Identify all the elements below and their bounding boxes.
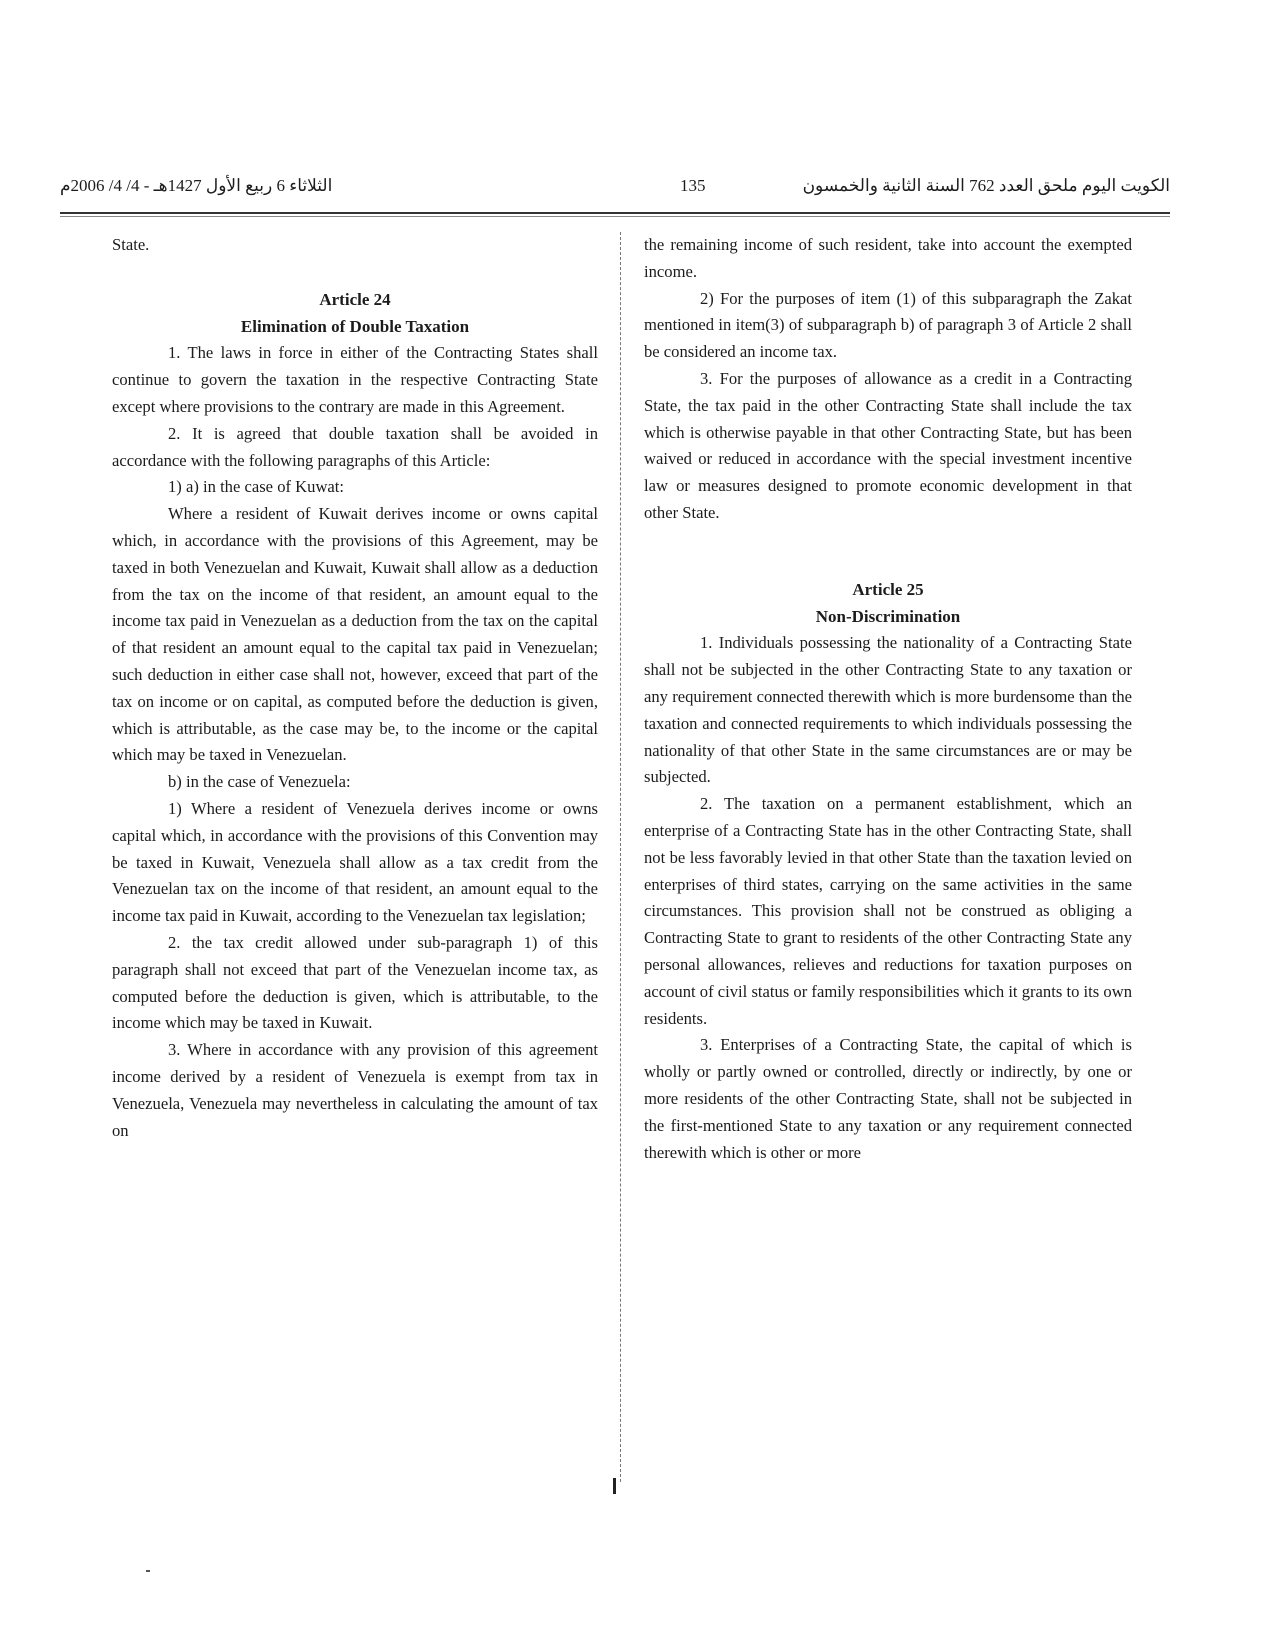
paragraph: 2. It is agreed that double taxation shall be avoided in accordance with the following paragraphs of this Article: [112,423,598,470]
article-25-subtitle: Non-Discrimination [815,606,961,626]
header-rule [60,212,1170,214]
paragraph: the remaining income of such resident, take into account the exempted income. [644,235,1132,281]
column-divider [620,232,621,1482]
paragraph: 1) a) in the case of Kuwat: [168,477,345,497]
paragraph: 2. The taxation on a permanent establishment, which an enterprise of a Contracting State has in the other Contracting State, shall not be less favorably levied in that other State than the taxation levied on enterprises of third states, carrying on the same activities in the same circumstances. This provision shall not be construed as obliging a Contracting State to grant to residents of the other Contracting State any personal allowances, relieves and reductions for taxation purposes on account of civil status or family responsibilities which it grants to its own residents. [644,794,1132,1028]
paragraph: 1) Where a resident of Venezuela derives income or owns capital which, in accordance with the provisions of this Convention may be taxed in Kuwait, Venezuela shall allow as a tax credit from the Venezuelan tax on the income of that resident, an amount equal to the income tax paid in Kuwait, according to the Venezuelan tax legislation; [112,798,598,926]
paragraph: 2. the tax credit allowed under sub-paragraph 1) of this paragraph shall not exceed that part of the Venezuelan income tax, as computed before the deduction is given, which is attributable, to the income which may be taxed in Kuwait. [112,932,598,1033]
paragraph: 3. Enterprises of a Contracting State, the capital of which is wholly or partly owned or controlled, directly or indirectly, by one or more residents of the other Contracting State, shall not be subjected in the first-mentioned State to any taxation or any requirement connected therewith which is other or more [644,1035,1132,1162]
paragraph: State. [112,235,150,254]
page-number: 135 [680,176,706,195]
paragraph: 2) For the purposes of item (1) of this subparagraph the Zakat mentioned in item(3) of subparagraph b) of paragraph 3 of Article 2 shall be considered an income tax. [644,288,1132,362]
scan-mark [613,1478,616,1494]
paragraph: Where a resident of Kuwait derives income or owns capital which, in accordance with the provisions of this Agreement, may be taxed in both Venezuelan and Kuwait, Kuwait shall allow as a deduction from the tax on the income of that resident, an amount equal to the income tax paid in Venezuelan as a deduction from the tax on the capital of that resident an amount equal to the capital tax paid in Venezuelan; such deduction in either case shall not, however, exceed that part of the tax on income or on capital, as computed before the deduction is given, which is attributable, as the case may be, to the income or the capital which may be taxed in Venezuelan. [112,504,598,765]
header-publication-title: الكويت اليوم ملحق العدد 762 السنة الثانية والخمسون [802,176,1170,195]
paragraph: 3. For the purposes of allowance as a credit in a Contracting State, the tax paid in the other Contracting State shall include the tax which is otherwise payable in that other Contracting State, but has been waived or reduced in accordance with the special investment incentive law or measures designed to promote economic development in that other State. [644,368,1132,522]
paragraph: 1. The laws in force in either of the Contracting States shall continue to govern the taxation in the respective Contracting State except where provisions to the contrary are made in this Agreement. [112,343,598,416]
page-header [60,170,1170,220]
article-24-title: Article 24 [319,289,391,309]
paragraph: b) in the case of Venezuela: [168,772,351,792]
article-25-title: Article 25 [852,579,924,599]
paragraph: 1. Individuals possessing the nationality of a Contracting State shall not be subjected in the other Contracting State to any taxation or any requirement connected therewith which is more burdensome than the taxation and connected requirements to which individuals possessing the nationality of that other State in the same circumstances are or may be subjected. [644,633,1132,787]
left-column [112,232,598,1144]
right-column [644,232,1132,1166]
header-rule-thin [60,216,1170,217]
scan-speck [146,1570,150,1572]
paragraph: 3. Where in accordance with any provision of this agreement income derived by a resident of Venezuela is exempt from tax in Venezuela, Venezuela may nevertheless in calculating the amount of tax on [112,1040,598,1140]
article-24-subtitle: Elimination of Double Taxation [240,316,470,336]
header-date: الثلاثاء 6 ربيع الأول 1427هـ - 4/ 4/ 2006م [60,176,333,195]
